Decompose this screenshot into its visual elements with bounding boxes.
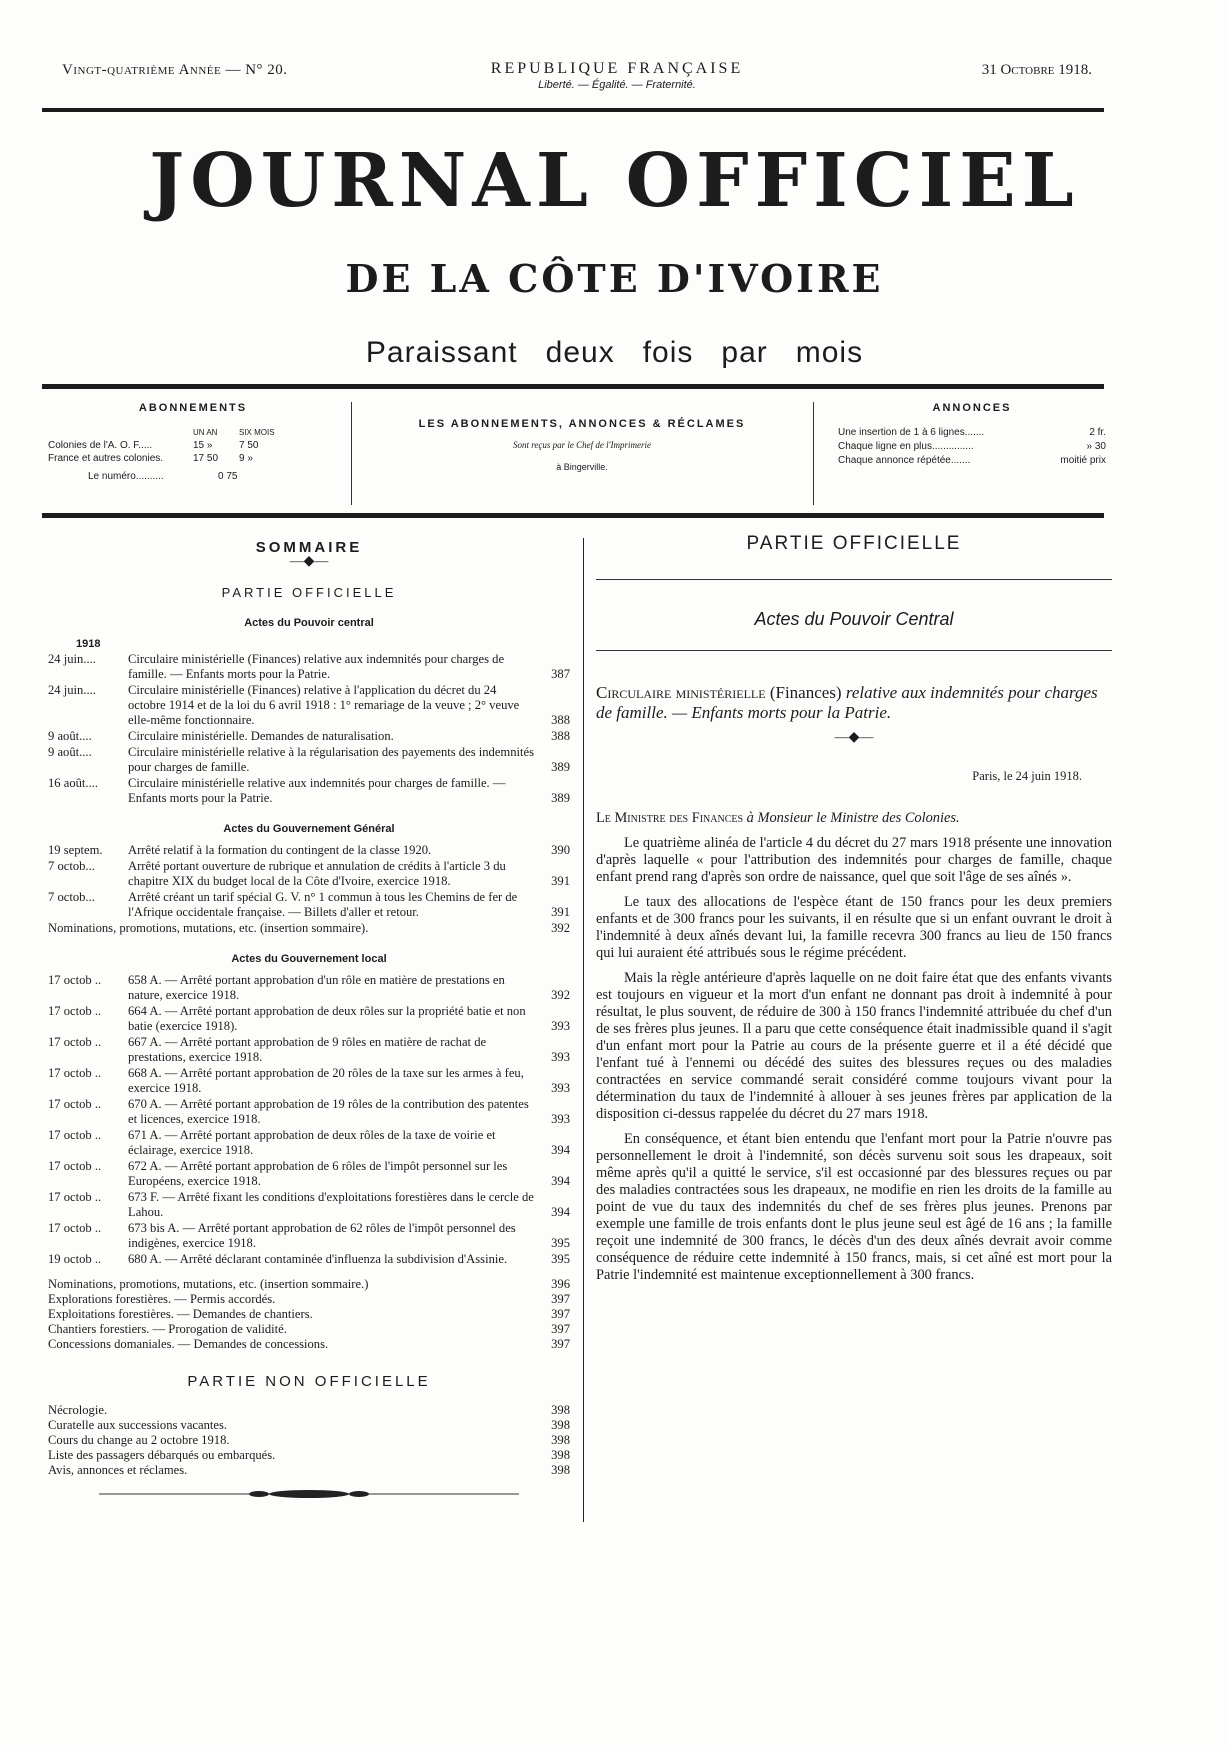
abonnement-row xyxy=(48,439,338,452)
entry-date: 17 octob .. xyxy=(48,1128,102,1142)
body-paragraph: En conséquence, et étant bien entendu que l'enfant mort pour la Patrie n'ouvre pas personnellement le droit à l'indemnité, son décès survenu soit sous les drapeaux, soit même après qu'il a quitté le service, s'il est occasionné par des blessures reçues ou par des maladies contractées sous les drapeaux, ne modifie en rien les droits de la famille au point de vue du taux des indemnités du chef de ses frères plus jeunes. Prenons par exemple une famille de trois enfants dont le plus jeune seul est âgé de 16 ans ; la famille reçoit une indemnité de 300 francs, le décès d'un des deux aînés devrait avoir comme conséquence de réduire cette indemnité à 150 francs, mais, si cet aîné est mort pour la Patrie l'indemnité est maintenue exceptionnellement à 300 francs. xyxy=(596,1131,1112,1283)
numero-row xyxy=(48,470,338,483)
entry-page: 392 xyxy=(551,921,570,935)
entry-page: 394 xyxy=(551,1205,570,1219)
entry-text: Exploitations forestières. — Demandes de chantiers. xyxy=(48,1307,313,1321)
entry-text: 672 A. — Arrêté portant approbation de 6 rôles de l'impôt personnel sur les Européens, exercice 1918. xyxy=(128,1159,508,1188)
annonces-block xyxy=(838,402,1106,468)
circulaire-title xyxy=(596,683,1112,723)
divider xyxy=(596,650,1112,651)
section-heading: Actes du Gouvernement local xyxy=(231,953,387,965)
entry-text: Nécrologie. xyxy=(48,1403,108,1417)
entry-text: 670 A. — Arrêté portant approbation de 19 rôles de la contribution des patentes et licences, exercice 1918. xyxy=(128,1097,529,1126)
section-heading: Actes du Gouvernement Général xyxy=(223,823,395,835)
entry-text: 667 A. — Arrêté portant approbation de 9 rôles en matière de rachat de prestations, exercice 1918. xyxy=(128,1035,487,1064)
entry-date: 7 octob... xyxy=(48,859,95,873)
entry-date: 24 juin.... xyxy=(48,652,96,666)
entry-text: Arrêté portant ouverture de rubrique et annulation de crédits à l'article 3 du chapitre XIX du budget local de la Côte d'Ivoire, exercice 1918. xyxy=(128,859,506,888)
column-divider xyxy=(583,538,584,1522)
entry-page: 397 xyxy=(551,1307,570,1321)
entry-date: 17 octob .. xyxy=(48,1221,102,1235)
sommaire-entry xyxy=(48,1463,570,1478)
entry-page: 393 xyxy=(551,1112,570,1126)
entry-text: Arrêté relatif à la formation du contingent de la classe 1920. xyxy=(128,843,432,857)
abonnements-col-headers xyxy=(48,426,338,439)
abonnements-heading: ABONNEMENTS xyxy=(138,402,248,414)
republic-block xyxy=(417,60,817,91)
abonnement-row xyxy=(48,452,338,465)
entry-text: 668 A. — Arrêté portant approbation de 20 rôles de la taxe sur les armes à feu, exercice 1918. xyxy=(128,1066,524,1095)
entry-page: 398 xyxy=(551,1418,570,1432)
entry-text: Circulaire ministérielle (Finances) relative aux indemnités pour charges de famille. — Enfants morts pour la Patrie. xyxy=(128,652,505,681)
sommaire-entry xyxy=(48,745,570,775)
entry-page: 393 xyxy=(551,1081,570,1095)
entry-text: 680 A. — Arrêté déclarant contaminée d'influenza la subdivision d'Assinie. xyxy=(128,1252,508,1266)
entry-page: 394 xyxy=(551,1174,570,1188)
entry-page: 393 xyxy=(551,1019,570,1033)
box-bottom-rule xyxy=(42,513,1104,518)
entry-date: 19 septem. xyxy=(48,843,103,857)
entry-date: 9 août.... xyxy=(48,745,92,759)
entry-text: 664 A. — Arrêté portant approbation de deux rôles sur la propriété batie et non batie (exercice 1918). xyxy=(128,1004,526,1033)
entry-text: 673 bis A. — Arrêté portant approbation de 62 rôles de l'impôt personnel des indigènes, exercice 1918. xyxy=(128,1221,516,1250)
tagline-word: Paraissant xyxy=(365,336,518,369)
sommaire-entry xyxy=(48,890,570,920)
entry-page: 388 xyxy=(551,713,570,727)
sommaire-entry xyxy=(48,1433,570,1448)
entry-text: Explorations forestières. — Permis accordés. xyxy=(48,1292,276,1306)
entry-text: Circulaire ministérielle relative aux indemnités pour charges de famille. — Enfants morts pour la Patrie. xyxy=(128,776,506,805)
abonnement-price: 9 » xyxy=(239,453,253,464)
entry-text: Nominations, promotions, mutations, etc. (insertion sommaire.) xyxy=(48,1277,369,1291)
entry-page: 391 xyxy=(551,874,570,888)
entry-date: 19 octob .. xyxy=(48,1252,102,1266)
body-paragraph: Le quatrième alinéa de l'article 4 du décret du 27 mars 1918 présente une innovation d'après laquelle « pour l'attribution des indemnités pour charges de famille, chaque enfant prend rang d'après son ordre de naissance, quel que soit l'âge de ses aînés ». xyxy=(596,835,1112,885)
entry-text: Circulaire ministérielle. Demandes de naturalisation. xyxy=(128,729,394,743)
ministre-addressee: à Monsieur le Ministre des Colonies. xyxy=(746,810,960,826)
sommaire-entry xyxy=(48,859,570,889)
sommaire-entry xyxy=(48,1004,570,1034)
tagline-word: par xyxy=(721,336,768,369)
main-column xyxy=(596,535,1112,1284)
sommaire-column xyxy=(48,540,570,1504)
abonnement-price: 17 50 xyxy=(193,453,219,464)
divider xyxy=(596,579,1112,580)
body-paragraph: Le taux des allocations de l'espèce étant de 150 francs pour les deux premiers enfants et de 300 francs pour les suivants, il en résulte que si un enfant ouvrant le droit à l'indemnité à deux aînés devant lui, la famille recevra 300 francs au lieu de 150 francs qui lui auraient été attribués sous le régime précédent. xyxy=(596,894,1112,961)
abonnement-price: 15 » xyxy=(193,440,213,451)
sommaire-entry xyxy=(48,776,570,806)
republic-motto: Liberté. — Égalité. — Fraternité. xyxy=(538,79,696,91)
circulaire-paren: (Finances) xyxy=(769,683,842,702)
header-rule xyxy=(42,108,1104,112)
col-header-un-an: UN AN xyxy=(193,428,218,437)
abonnements-block xyxy=(48,402,338,483)
numero-label: Le numéro.......... xyxy=(88,471,164,482)
entry-text: Circulaire ministérielle (Finances) relative à l'application du décret du 24 octobre 1914 et de la loi du 6 avril 1918 : 1° remariage de la veuve ; 2° veuve elle-même fonctionnaire. xyxy=(128,683,520,727)
entry-page: 395 xyxy=(551,1236,570,1250)
sommaire-entry xyxy=(48,1292,570,1307)
abonnement-label: Colonies de l'A. O. F..... xyxy=(48,440,153,451)
annonce-row xyxy=(838,454,1106,468)
sommaire-entry xyxy=(48,652,570,682)
entry-page: 388 xyxy=(551,729,570,743)
annonce-price: 2 fr. xyxy=(1089,427,1106,438)
ministre-lead: Le Ministre des Finances xyxy=(596,810,744,826)
entry-date: 7 octob... xyxy=(48,890,95,904)
entry-date: 17 octob .. xyxy=(48,1066,102,1080)
entry-page: 398 xyxy=(551,1403,570,1417)
entry-date: 17 octob .. xyxy=(48,1004,102,1018)
entry-text: Circulaire ministérielle relative à la régularisation des payements des indemnités pour charges de famille. xyxy=(128,745,535,774)
sommaire-entry xyxy=(48,973,570,1003)
annonce-price: moitié prix xyxy=(1060,455,1106,466)
actes-title: Actes du Pouvoir Central xyxy=(754,609,954,629)
entry-text: Avis, annonces et réclames. xyxy=(48,1463,188,1477)
sommaire-entry xyxy=(48,1403,570,1418)
entry-page: 397 xyxy=(551,1322,570,1336)
entry-page: 398 xyxy=(551,1448,570,1462)
entry-page: 389 xyxy=(551,760,570,774)
issue-number: Vingt-quatrième Année — N° 20. xyxy=(62,62,288,78)
ornament-rule-icon xyxy=(99,1488,519,1500)
entry-page: 396 xyxy=(551,1277,570,1291)
sommaire-partie-officielle: PARTIE OFFICIELLE xyxy=(221,585,397,600)
sommaire-entry xyxy=(48,1448,570,1463)
center-line2: à Bingerville. xyxy=(556,462,608,472)
sommaire-entry xyxy=(48,1322,570,1337)
entry-page: 391 xyxy=(551,905,570,919)
entry-page: 397 xyxy=(551,1337,570,1351)
sommaire-entry xyxy=(48,729,570,744)
center-block xyxy=(351,418,813,474)
annonce-row xyxy=(838,440,1106,454)
entry-date: 17 octob .. xyxy=(48,1159,102,1173)
box-top-rule xyxy=(42,384,1104,389)
entry-page: 389 xyxy=(551,791,570,805)
entry-date: 17 octob .. xyxy=(48,973,102,987)
entry-page: 387 xyxy=(551,667,570,681)
entry-page: 398 xyxy=(551,1463,570,1477)
sommaire-entry xyxy=(48,1307,570,1322)
entry-date: 17 octob .. xyxy=(48,1190,102,1204)
abonnement-price: 7 50 xyxy=(239,440,259,451)
sommaire-entry xyxy=(48,1277,570,1292)
col-header-six-mois: SIX MOIS xyxy=(239,428,275,437)
sommaire-entry xyxy=(48,1190,570,1220)
annonce-label: Une insertion de 1 à 6 lignes....... xyxy=(838,427,985,438)
sommaire-entry xyxy=(48,843,570,858)
tagline-word: deux xyxy=(545,336,615,369)
ornament-icon: —◆— xyxy=(289,554,329,569)
entry-text: Arrêté créant un tarif spécial G. V. n° 1 commun à tous les Chemins de fer de l'Afrique occidentale française. — Billets d'aller et retour. xyxy=(128,890,518,919)
entry-page: 397 xyxy=(551,1292,570,1306)
subscription-box xyxy=(48,390,1108,515)
section-heading: Actes du Pouvoir central xyxy=(244,617,374,629)
sommaire-entry xyxy=(48,1035,570,1065)
ornament-icon: —◆— xyxy=(834,730,874,745)
annonce-label: Chaque annonce répétée....... xyxy=(838,455,971,466)
entry-page: 394 xyxy=(551,1143,570,1157)
sommaire-title: SOMMAIRE xyxy=(255,539,363,556)
entry-text: 671 A. — Arrêté portant approbation de deux rôles de la taxe de voirie et éclairage, exercice 1918. xyxy=(128,1128,496,1157)
entry-date: 17 octob .. xyxy=(48,1035,102,1049)
body-paragraph: Mais la règle antérieure d'après laquelle on ne doit faire état que des enfants vivants est toujours en vigueur et la mort d'un enfant ne donnant pas droit à indemnité à pour résultat, le plus souvent, de réduire de 300 à 150 francs l'indemnité attribuée du chef d'un de ses frères plus jeunes. Il a paru que cette conséquence était inadmissible quand il s'agit d'un enfant mort pour la Patrie au cours de la présente guerre et il a été décidé que l'enfant tué à l'ennemi ou décédé des suites des blessures reçues ou des maladies contractées en service commandé serait considéré comme toujours vivant pour la détermination du taux de l'indemnité à allouer à ses jeunes frères par application de la disposition ci-dessus rappelée du décret du 27 mars 1918. xyxy=(596,970,1112,1122)
entry-page: 395 xyxy=(551,1252,570,1266)
sommaire-entry xyxy=(48,1252,570,1267)
sommaire-entry xyxy=(48,1128,570,1158)
annonce-price: » 30 xyxy=(1086,441,1106,452)
entry-page: 398 xyxy=(551,1433,570,1447)
entry-date: 9 août.... xyxy=(48,729,92,743)
circulaire-subject: relative aux indemnités pour charges de famille. — Enfants morts pour la Patrie. xyxy=(596,683,1098,722)
center-heading: LES ABONNEMENTS, ANNONCES & RÉCLAMES xyxy=(418,418,746,430)
entry-text: Cours du change au 2 octobre 1918. xyxy=(48,1433,230,1447)
tagline-word: fois xyxy=(642,336,694,369)
sommaire-entry xyxy=(48,1066,570,1096)
entry-page: 392 xyxy=(551,988,570,1002)
issue-date: 31 Octobre 1918. xyxy=(981,62,1092,78)
entry-text: 673 F. — Arrêté fixant les conditions d'exploitations forestières dans le cercle de Lahou. xyxy=(128,1190,534,1219)
entry-text: 658 A. — Arrêté portant approbation d'un rôle en matière de prestations en nature, exercice 1918. xyxy=(128,973,505,1002)
entry-page: 393 xyxy=(551,1050,570,1064)
sommaire-entry xyxy=(48,921,570,936)
annonce-label: Chaque ligne en plus............... xyxy=(838,441,974,452)
annonces-heading: ANNONCES xyxy=(932,402,1012,414)
sommaire-entry xyxy=(48,1159,570,1189)
entry-date: 24 juin.... xyxy=(48,683,96,697)
entry-page: 390 xyxy=(551,843,570,857)
masthead-subtitle: DE LA CÔTE D'IVOIRE xyxy=(345,256,884,301)
box-divider xyxy=(813,402,814,505)
entry-text: Liste des passagers débarqués ou embarqués. xyxy=(48,1448,276,1462)
sommaire-entry xyxy=(48,1337,570,1352)
masthead-title: JOURNAL OFFICIEL xyxy=(149,138,1080,224)
abonnement-label: France et autres colonies. xyxy=(48,453,164,464)
circulaire-lead: Circulaire ministérielle xyxy=(596,683,766,702)
addressee-line xyxy=(596,809,1112,827)
entry-date: 17 octob .. xyxy=(48,1097,102,1111)
sommaire-entry xyxy=(48,683,570,728)
center-line1: Sont reçus par le Chef de l'Imprimerie xyxy=(512,440,652,450)
sommaire-entry xyxy=(48,1097,570,1127)
masthead-tagline xyxy=(0,336,1229,370)
annonce-row xyxy=(838,426,1106,440)
partie-non-officielle-title: PARTIE NON OFFICIELLE xyxy=(187,1373,431,1390)
entry-text: Concessions domaniales. — Demandes de concessions. xyxy=(48,1337,329,1351)
numero-price: 0 75 xyxy=(218,471,238,482)
year-label: 1918 xyxy=(76,638,101,650)
issue-header xyxy=(62,60,1092,91)
sommaire-entry xyxy=(48,1221,570,1251)
entry-text: Nominations, promotions, mutations, etc. (insertion sommaire). xyxy=(48,921,369,935)
entry-text: Curatelle aux successions vacantes. xyxy=(48,1418,228,1432)
entry-text: Chantiers forestiers. — Prorogation de validité. xyxy=(48,1322,287,1336)
partie-officielle-title: PARTIE OFFICIELLE xyxy=(746,533,962,554)
tagline-word: mois xyxy=(795,336,864,369)
sommaire-entry xyxy=(48,1418,570,1433)
place-date: Paris, le 24 juin 1918. xyxy=(972,769,1082,783)
republic-name: REPUBLIQUE FRANÇAISE xyxy=(490,60,744,77)
entry-date: 16 août.... xyxy=(48,776,99,790)
end-ornament-icon xyxy=(48,1488,570,1504)
